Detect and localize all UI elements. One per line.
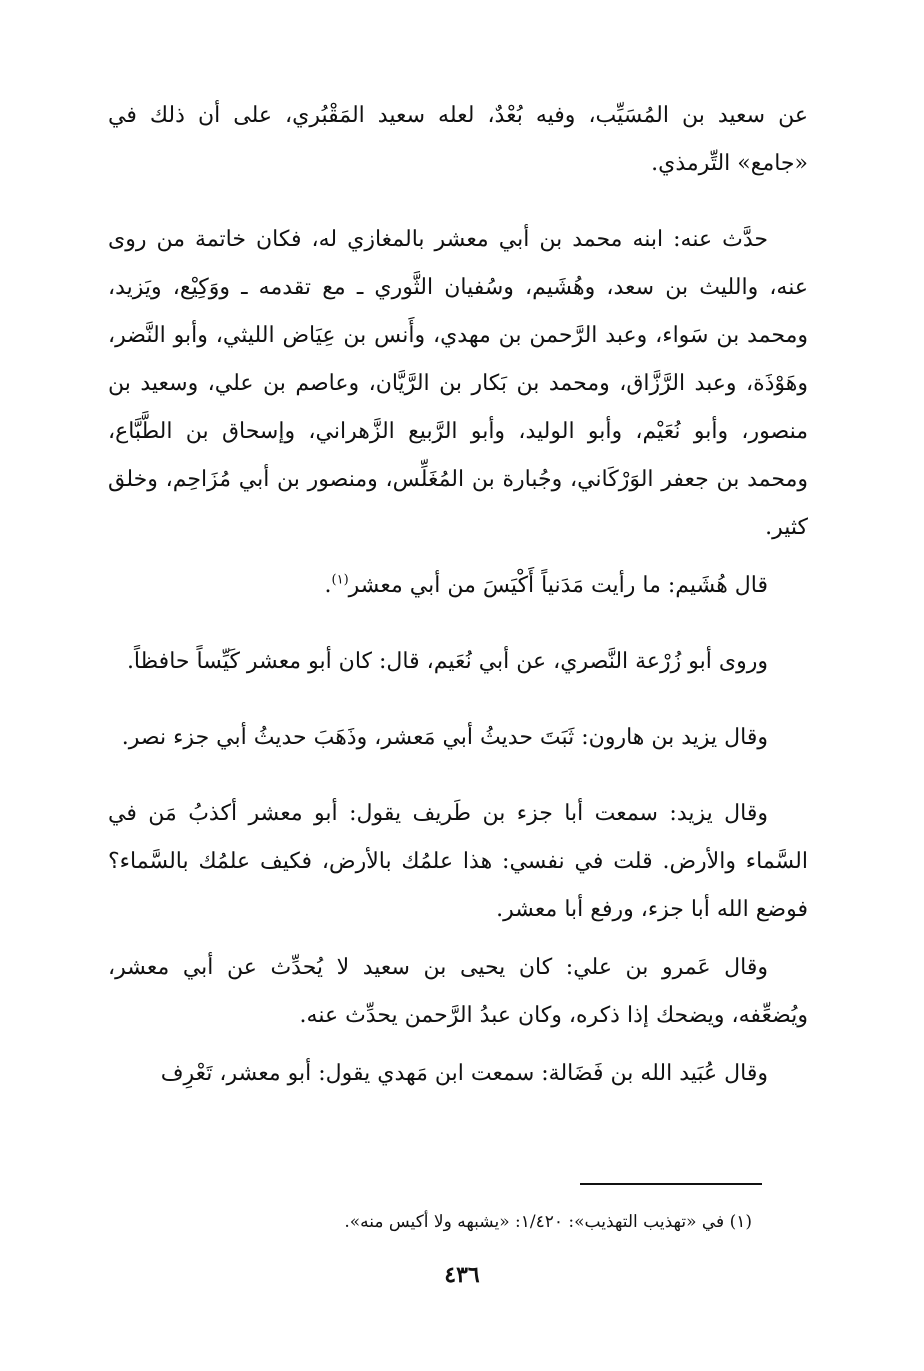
paragraph-3-text: قال هُشَيم: ما رأيت مَدَنياً أَكْيَسَ من أبي معشر bbox=[348, 573, 768, 598]
footnote: (١) في «تهذيب التهذيب»: ١/٤٢٠: «يشبهه ولا أكيس منه». bbox=[344, 1212, 752, 1232]
paragraph-8: وقال عُبَيد الله بن فَضَالة: سمعت ابن مَهدي يقول: أبو معشر، تَعْرِف bbox=[160, 1061, 768, 1086]
paragraph-1: عن سعيد بن المُسَيِّب، وفيه بُعْدٌ، لعله سعيد المَقْبُري، على أن ذلك في «جامع» التِّرمذي. bbox=[108, 103, 808, 176]
body-text bbox=[108, 92, 808, 1108]
paragraph-2: حدَّث عنه: ابنه محمد بن أبي معشر بالمغازي له، فكان خاتمة من روى عنه، والليث بن سعد، وهُشَيم، وسُفيان الثَّوري ـ مع تقدمه ـ ووَكِيْع، ويَزيد، ومحمد بن سَواء، وعبد الرَّحمن بن مهدي، وأَنس بن عِيَاض الليثي، وأبو النَّضر، وهَوْذَة، وعبد الرَّزَّاق، ومحمد بن بَكار بن الرَّيَّان، وعاصم بن علي، وسعيد بن منصور، وأبو نُعَيْم، وأبو الوليد، وأبو الرَّبيع الزَّهراني، وإسحاق بن الطَّبَّاع، ومحمد بن جعفر الوَرْكَاني، وجُبارة بن المُغَلِّس، ومنصور بن أبي مُزَاحِم، وخلق كثير. bbox=[108, 227, 808, 540]
page-number: ٤٣٦ bbox=[444, 1262, 480, 1288]
paragraph-4: وروى أبو زُرْعة النَّصري، عن أبي نُعَيم، قال: كان أبو معشر كَيِّساً حافظاً. bbox=[126, 649, 768, 674]
paragraph-5: وقال يزيد بن هارون: ثَبَتَ حديثُ أبي مَعشر، وذَهَبَ حديثُ أبي جزء نصر. bbox=[121, 725, 768, 750]
paragraph-3-end: . bbox=[324, 573, 332, 598]
paragraph-7: وقال عَمرو بن علي: كان يحيى بن سعيد لا يُحدِّث عن أبي معشر، ويُضعِّفه، ويضحك إذا ذكره، وكان عبدُ الرَّحمن يحدِّث عنه. bbox=[108, 955, 808, 1028]
paragraph-3 bbox=[108, 562, 808, 610]
footnote-reference: (١) bbox=[331, 572, 349, 588]
paragraph-6: وقال يزيد: سمعت أبا جزء بن طَريف يقول: أبو معشر أكذبُ مَن في السَّماء والأرض. قلت في نفسي: هذا علمُك بالأرض، فكيف علمُك بالسَّماء؟ فوضع الله أبا جزء، ورفع أبا معشر. bbox=[108, 801, 808, 922]
footnote-divider bbox=[580, 1183, 762, 1185]
